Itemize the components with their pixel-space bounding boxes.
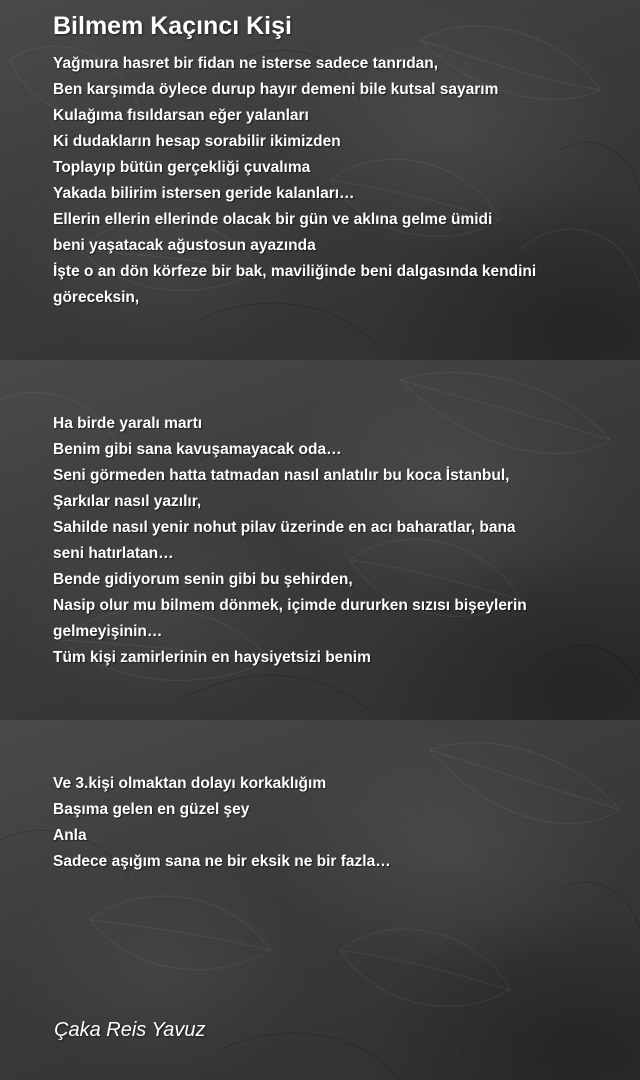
poem-line: Benim gibi sana kavuşamayacak oda… [53,441,342,458]
stanza-2 [53,411,613,671]
poem-line: Anla [53,827,87,844]
poem-line: Ki dudakların hesap sorabilir ikimizden [53,133,341,150]
stanza-1 [53,51,613,311]
poem-line: Tüm kişi zamirlerinin en haysiyetsizi benim [53,649,371,666]
poem-line: Ve 3.kişi olmaktan dolayı korkaklığım [53,775,327,792]
poem-line: göreceksin, [53,289,140,306]
poem-line: Sahilde nasıl yenir nohut pilav üzerinde en acı baharatlar, bana [53,519,516,536]
poem-line: Şarkılar nasıl yazılır, [53,493,202,510]
poem-line: seni hatırlatan… [53,545,174,562]
poem-line: Seni görmeden hatta tatmadan nasıl anlatılır bu koca İstanbul, [53,467,510,484]
stanza-3 [53,771,613,875]
poem-line: Yakada bilirim istersen geride kalanları… [53,185,355,202]
poem-line: Ben karşımda öylece durup hayır demeni bile kutsal sayarım [53,81,499,98]
poem-line: Nasip olur mu bilmem dönmek, içimde dururken sızısı bişeylerin [53,597,527,614]
poem-line: Ellerin ellerin ellerinde olacak bir gün ve aklına gelme ümidi [53,211,493,228]
poem-line: Yağmura hasret bir fidan ne isterse sadece tanrıdan, [53,55,439,72]
poem-panel-1 [0,0,640,360]
poem-line: Toplayıp bütün gerçekliği çuvalıma [53,159,311,176]
poem-line: Sadece aşığım sana ne bir eksik ne bir fazla… [53,853,391,870]
poem-author: Çaka Reis Yavuz [54,1019,206,1041]
poem-line: Başıma gelen en güzel şey [53,801,250,818]
poem-line: İşte o an dön körfeze bir bak, maviliğinde beni dalgasında kendini [53,263,537,280]
poem-title: Bilmem Kaçıncı Kişi [53,12,292,40]
poem-line: Bende gidiyorum senin gibi bu şehirden, [53,571,353,588]
poem-panel-3 [0,720,640,1080]
poem-line: beni yaşatacak ağustosun ayazında [53,237,316,254]
poem-panel-2 [0,360,640,720]
poem-line: Ha birde yaralı martı [53,415,203,432]
poem-line: Kulağıma fısıldarsan eğer yalanları [53,107,309,124]
poem-line: gelmeyişinin… [53,623,163,640]
